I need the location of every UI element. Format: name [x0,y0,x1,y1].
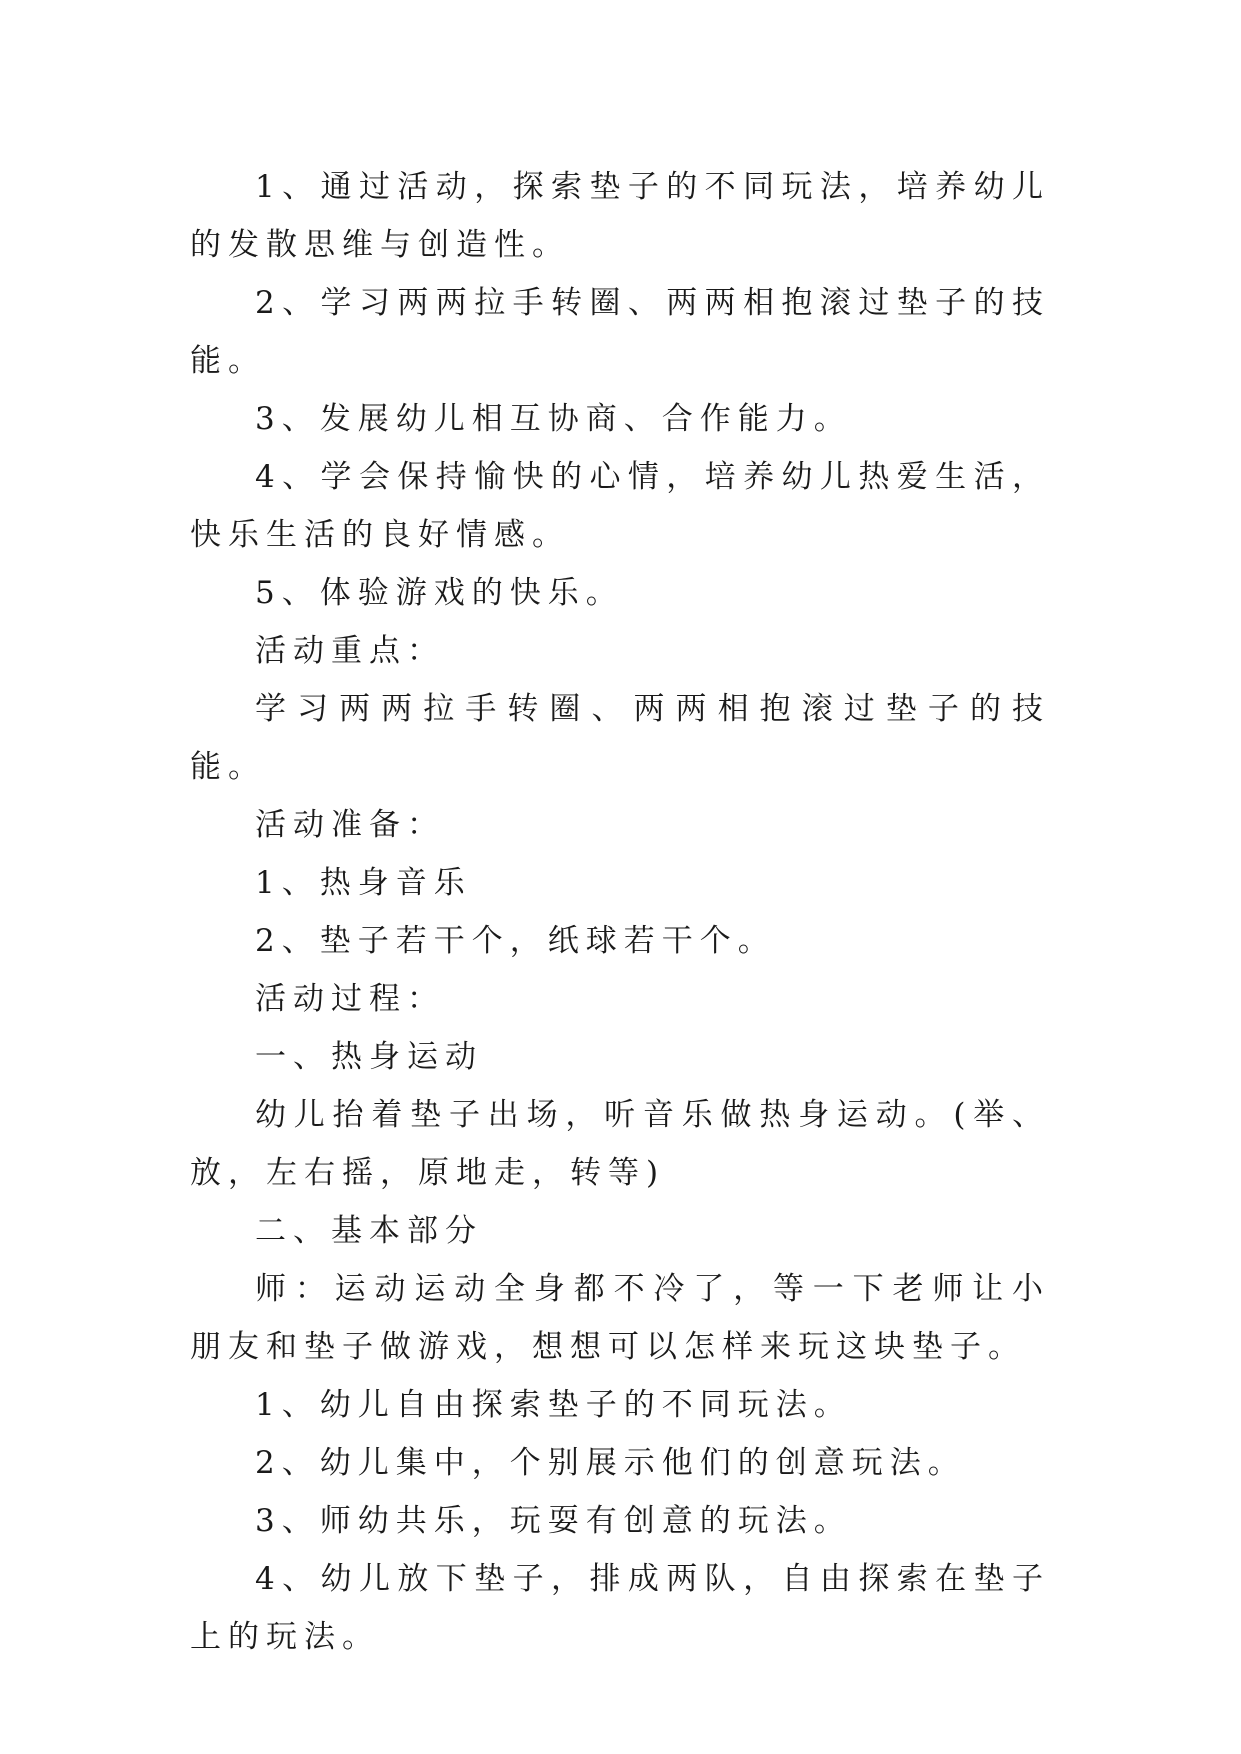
section-heading-key-points: 活动重点： [255,633,445,669]
section-heading-process: 活动过程： [255,981,445,1017]
process-heading-warmup: 一、热身运动 [255,1039,483,1075]
preparation-item-1: 1、热身音乐 [255,865,472,901]
basic-step-1: 1、幼儿自由探索垫子的不同玩法。 [255,1387,852,1423]
key-points-text: 学习两两拉手转圈、两两相抱滚过垫子的技能。 [190,691,1050,785]
warmup-text: 幼儿抬着垫子出场，听音乐做热身运动。(举、放，左右摇，原地走，转等) [190,1097,1050,1191]
objective-3: 3、发展幼儿相互协商、合作能力。 [255,401,852,437]
basic-step-4: 4、幼儿放下垫子，排成两队，自由探索在垫子上的玩法。 [190,1561,1050,1655]
section-heading-preparation: 活动准备： [255,807,445,843]
objective-2: 2、学习两两拉手转圈、两两相抱滚过垫子的技能。 [190,285,1050,379]
basic-step-2: 2、幼儿集中，个别展示他们的创意玩法。 [255,1445,966,1481]
teacher-speech: 师：运动运动全身都不冷了，等一下老师让小朋友和垫子做游戏，想想可以怎样来玩这块垫子。 [190,1271,1050,1365]
process-heading-basic: 二、基本部分 [255,1213,483,1249]
basic-step-3: 3、师幼共乐，玩耍有创意的玩法。 [255,1503,852,1539]
objective-5: 5、体验游戏的快乐。 [255,575,624,611]
objective-4: 4、学会保持愉快的心情，培养幼儿热爱生活，快乐生活的良好情感。 [190,459,1050,553]
preparation-item-2: 2、垫子若干个，纸球若干个。 [255,923,776,959]
document-body [190,158,1050,1666]
objective-1: 1、通过活动，探索垫子的不同玩法，培养幼儿的发散思维与创造性。 [190,169,1050,263]
